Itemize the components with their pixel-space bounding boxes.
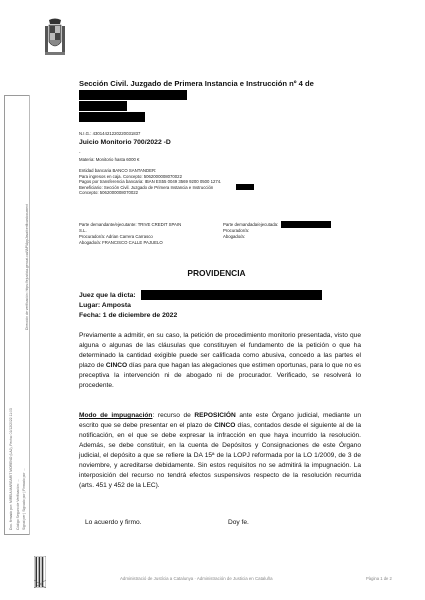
paragraph-petition-text-1: Previamente a admitir, en su caso, la petición de procedimiento monitorio presentada, visto que alguna o algunas de las cláusulas que constituyen el fundamento de la petición o que ha determinado la cantidad exigible puede ser calificada como abusiva, concedo a las partes el plazo de [79, 332, 361, 369]
materia: Materia: Monitorio hasta 6000 € [79, 157, 140, 162]
side-text-1: Doc. firmado por: MIREIA MARGARIT MORENO (LAJ), Fecha: 01/12/2022 11:03 [9, 408, 13, 530]
case-number: Juicio Monitorio 700/2022 -D [79, 139, 171, 146]
closing-attestation: Doy fe. [228, 519, 249, 526]
side-text-2: Código Seguro de Verificación: … [16, 479, 20, 530]
redacted-contact [79, 112, 145, 122]
footer-institution: Administració de Justícia a Catalunya · Administración de Justicia en Cataluña [120, 576, 273, 581]
plaintiff-suffix: S.L. [79, 228, 87, 233]
document-title: PROVIDENCIA [187, 268, 246, 278]
appeal-days: CINCO [214, 422, 236, 429]
plaintiff: Parte demandante/ejecutante: TRIVE CREDIT SPAIN [79, 222, 182, 227]
plaintiff-procurador: Procurador/a: Adrian Carrera Carrasco [79, 234, 153, 239]
appeal-label: Modo de impugnación [79, 412, 153, 419]
redacted-defendant [281, 221, 331, 228]
redacted-beneficiary [236, 184, 254, 190]
side-text-3: Signat per | Signado por | Firmado por … [22, 468, 26, 530]
paragraph-petition-days: CINCO [105, 362, 128, 369]
appeal-text-3: días, contados desde el siguiente al de la notificación, en el que se debe expresar la infracción en que haya incurrido la resolución. Además, se debe constituir, en la cuenta de Depósitos y Consignaciones de este Órgano judicial, el depósito a que se refiere la DA 15ª de la LOPJ reformada por la LO 1/2009, de 3 de noviembre, y acreditarse debidamente. Sin estos requisitos no se admitirá la impugnación. La interposición del recurso no tendrá efectos suspensivos respecto de la resolución recurrida (arts. 451 y 452 de la LEC). [79, 422, 361, 489]
dash-line: - [79, 150, 81, 155]
spain-crest-logo [43, 18, 67, 58]
redacted-judge-name [141, 290, 322, 300]
redacted-court-location [79, 90, 187, 100]
strip-divider [29, 95, 30, 535]
defendant: Parte demandada/ejecutada: [223, 222, 279, 227]
defendant-abogado: Abogado/a: [223, 234, 245, 239]
appeal-text-1: : recurso de [152, 412, 195, 419]
bank-entity: Entidad bancaria BANCO SANTANDER: [79, 168, 157, 173]
defendant-procurador: Procurador/a: [223, 228, 250, 233]
bank-cash-concept: Para ingresos en caja. Concepto: 5062000008070022 [79, 173, 182, 179]
paragraph-petition-text-2: días para que hagan las alegaciones que estimen oportunas, para lo que no es preceptiva la intervención ni de abogado ni de procurador. Verificado, se resolverá lo procedente. [79, 362, 361, 389]
side-text-4: Dirección de verificación: https://ejusticia.gencat.cat/IAP/AppJava/verificardocument [25, 204, 29, 330]
closing-signature: Lo acuerdo y firmo. [85, 519, 142, 526]
page-indicator: Pàgina 1 de 2 [366, 576, 392, 581]
judge-label: Juez que la dicta: [79, 292, 136, 299]
bank-transfer-iban: Pagos por transferencia bancaria: IBAN ES55 0049 3569 9200 0500 1274. [79, 179, 222, 184]
bank-concept: Concepto: 5062000008070022 [79, 190, 139, 195]
catalonia-logo [34, 556, 46, 588]
appeal-type: REPOSICIÓN [194, 412, 236, 419]
court-title: Sección Civil. Juzgado de Primera Instancia e Instrucción nº 4 de [79, 79, 314, 88]
paragraph-appeal [79, 411, 361, 491]
bank-beneficiary: Beneficiario: Sección Civil. Juzgado de Primera Instancia e Instrucción [79, 184, 214, 190]
nig-number: N.I.G.: 43014421220220031837 [79, 131, 141, 136]
date: Fecha: 1 de diciembre de 2022 [79, 312, 178, 319]
redacted-court-address [79, 101, 127, 111]
place: Lugar: Amposta [79, 302, 131, 309]
paragraph-petition [79, 331, 361, 391]
appeal-text-2: ante este Órgano judicial, mediante un escrito que se debe presentar en el plazo de [79, 412, 362, 429]
plaintiff-abogado: Abogado/a: FRANCISCO CALLE PAJUELO [79, 240, 163, 245]
